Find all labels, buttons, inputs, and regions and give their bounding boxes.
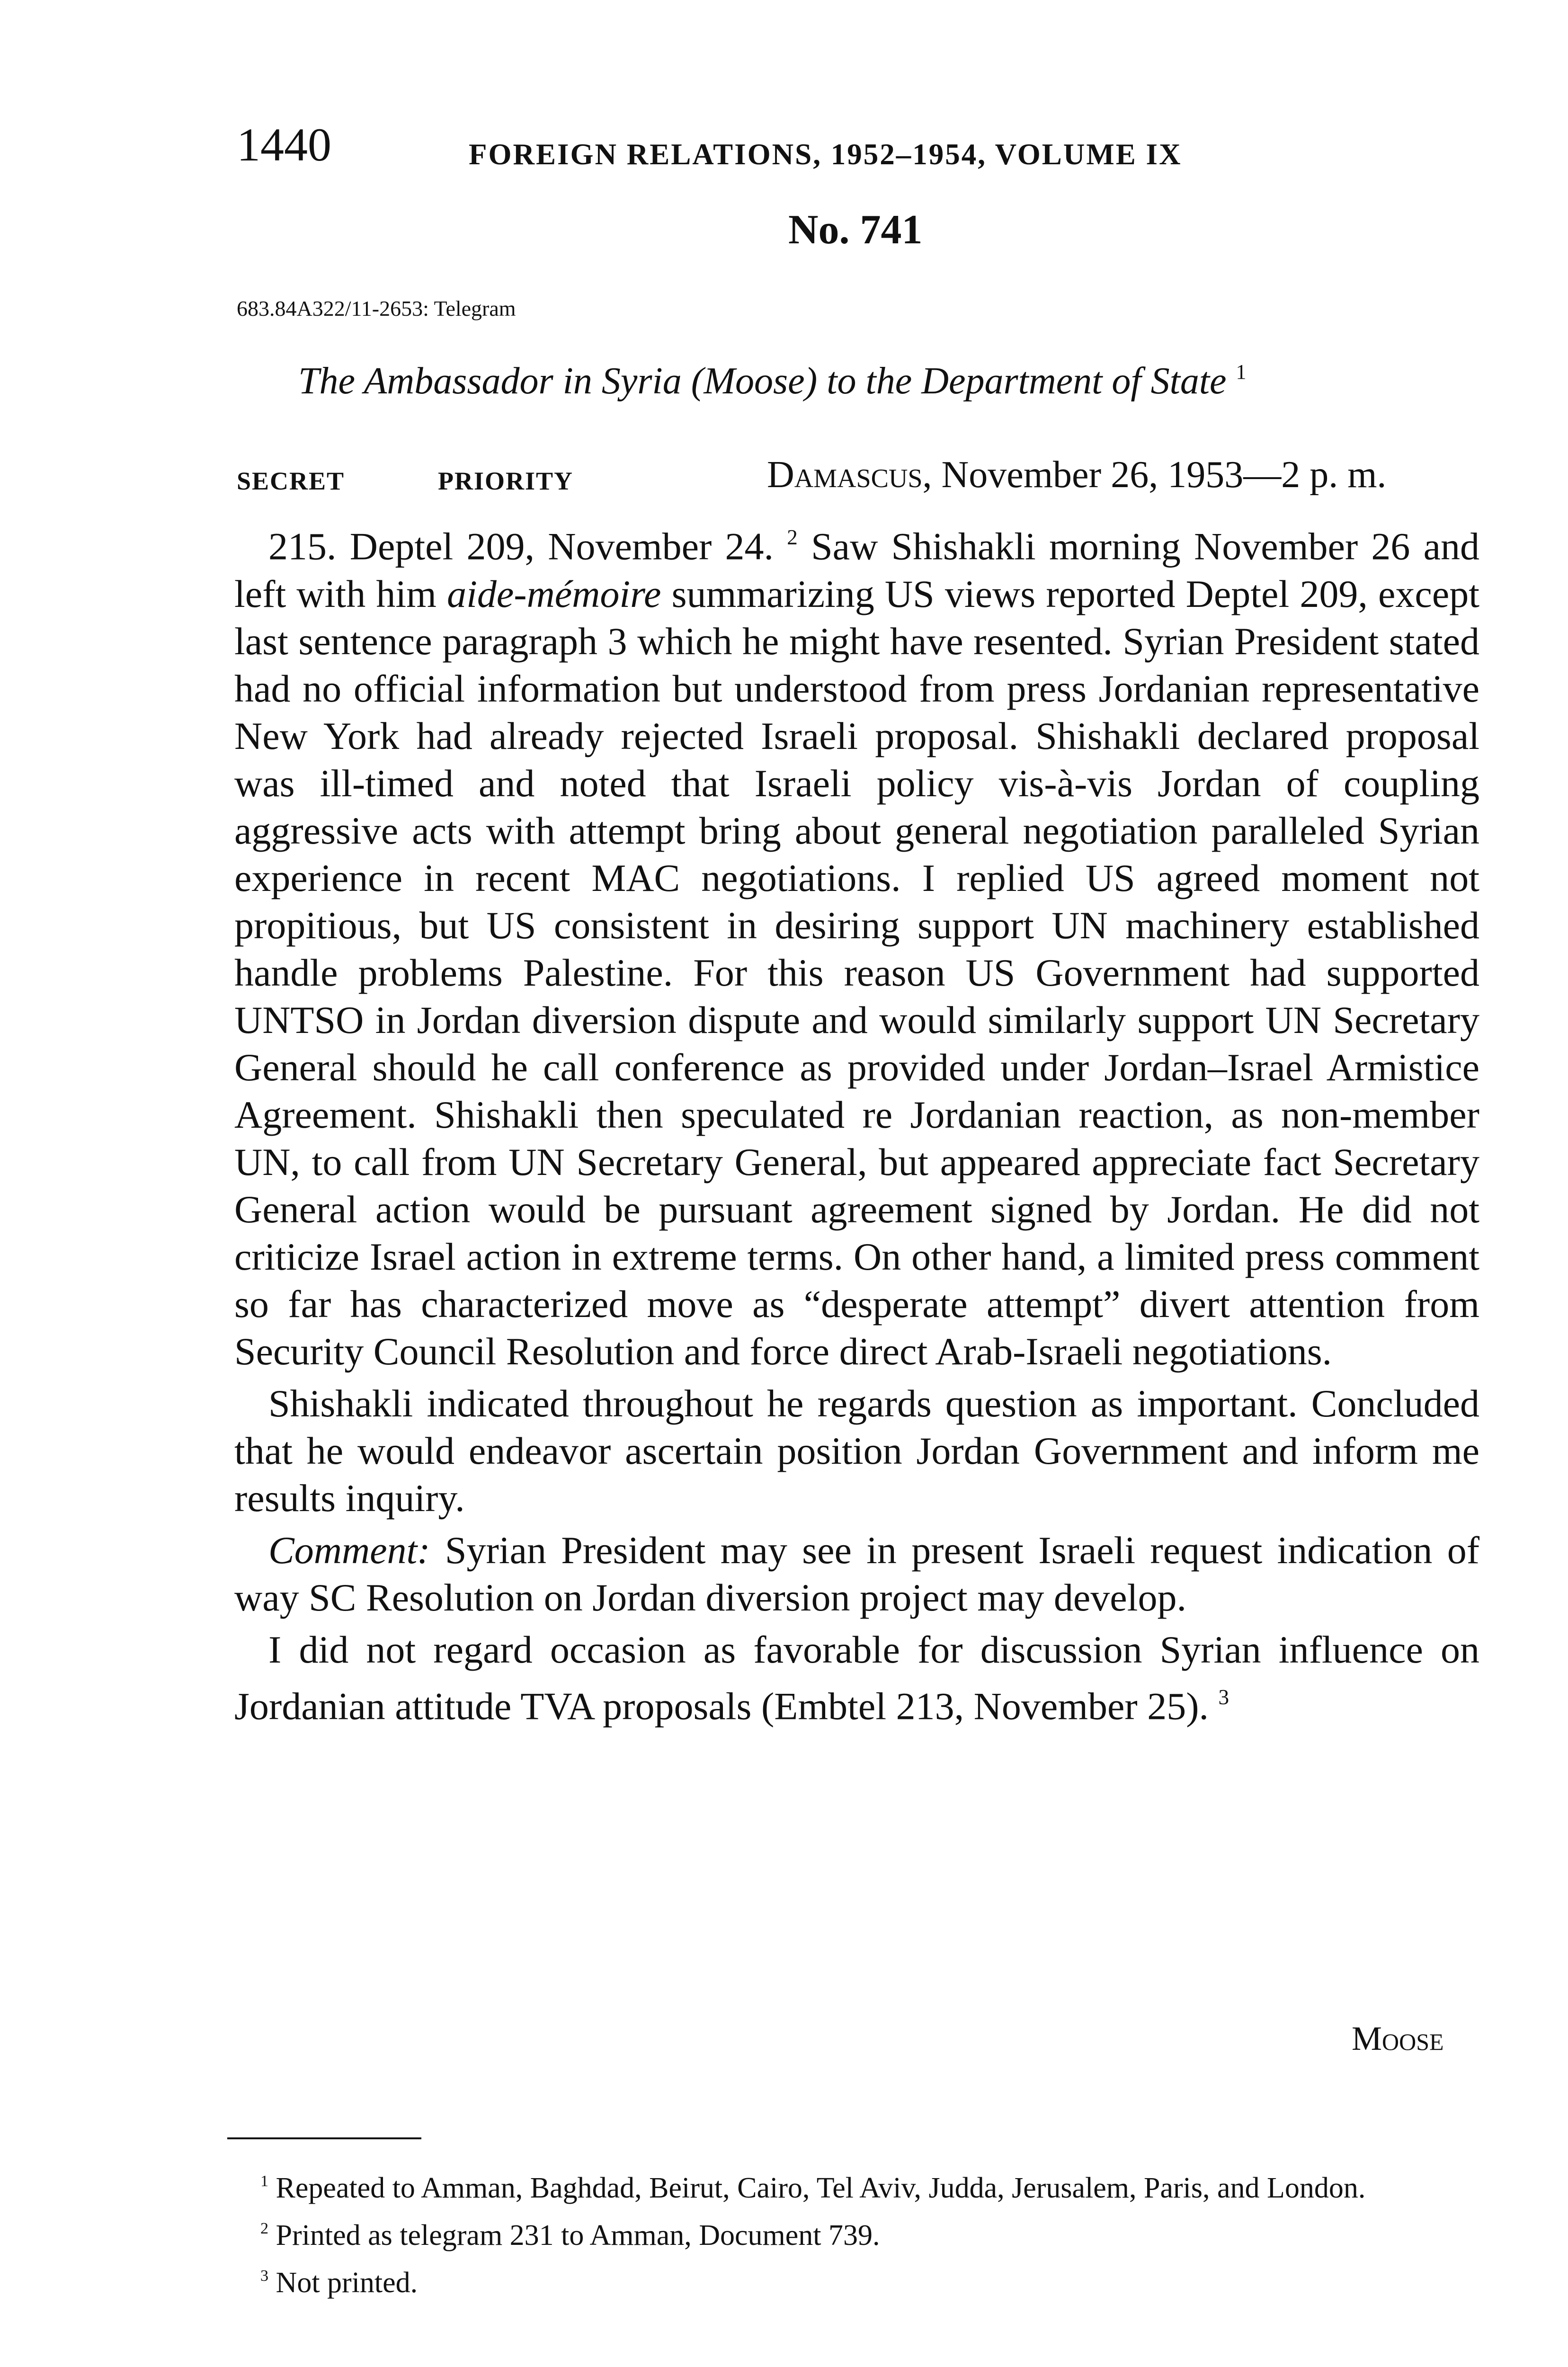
footnote-text: Not printed. [276,2266,418,2299]
paragraph-text: Saw Shishakli morning November 26 and left with him [234,525,1480,615]
footnote-mark: 1 [260,2172,269,2190]
body-paragraph-2: Shishakli indicated throughout he regards question as important. Concluded that he would endeavor ascertain position Jordan Government and inform me results inquiry. [234,1381,1479,1520]
document-title [298,360,1247,403]
italic-term: aide-mémoire [447,572,661,615]
footnote-divider [227,2137,421,2139]
footnote-ref-3: 3 [1218,1685,1229,1709]
document-number: No. 741 [788,207,923,253]
footnote-1 [227,2161,1477,2208]
document-title-text: The Ambassador in Syria (Moose) to the Department of State [298,360,1227,402]
file-reference: 683.84A322/11-2653: Telegram [237,296,516,320]
footnote-text: Printed as telegram 231 to Amman, Document 739. [276,2219,880,2251]
signature-name: Moose [1352,2020,1444,2057]
comment-label: Comment: [268,1528,430,1572]
priority-label: PRIORITY [438,467,574,495]
paragraph-text: 215. Deptel 209, November 24. [268,525,774,568]
paragraph-text: summarizing US views reported Deptel 209, except last sentence paragraph 3 which he might have resented. Syrian President stated had no official information but understood from press Jordanian representative New York had already rejected Israeli proposal. Shishakli declared proposal was ill-timed and noted that Israeli policy vis-à-vis Jordan of coupling aggressive acts with attempt bring about general negotiation paralleled Syrian experience in recent MAC negotiations. I replied US agreed moment not propitious, but US consistent in desiring support UN machinery established handle problems Palestine. For this reason US Government had supported UNTSO in Jordan diversion dispute and would similarly support UN Secretary General should he call conference as provided under Jordan–Israel Armistice Agreement. Shishakli then speculated re Jordanian reaction, as non-member UN, to call from UN Secretary General, but appeared appreciate fact Secretary General action would be pursuant agreement signed by Jordan. He did not criticize Israel action in extreme terms. On other hand, a limited press comment so far has characterized move as “desperate attempt” divert attention from Security Council Resolution and force direct Arab-Israeli negotiations. [234,572,1480,1373]
footnote-ref-2: 2 [787,525,798,549]
signature [1352,2019,1444,2058]
footnote-ref-1: 1 [1236,360,1247,384]
footnote-3 [227,2256,1477,2303]
dateline-place: Damascus, [767,454,932,496]
paragraph-text: I did not regard occasion as favorable for discussion Syrian influence on Jordanian attitude TVA proposals (Embtel 213, November 25). [234,1628,1479,1728]
footnote-text: Repeated to Amman, Baghdad, Beirut, Cairo, Tel Aviv, Judda, Jerusalem, Paris, and London. [276,2171,1366,2204]
page-number: 1440 [237,118,331,171]
classification-label: SECRET [237,467,345,495]
running-title: FOREIGN RELATIONS, 1952–1954, VOLUME IX [469,138,1182,171]
dateline-date: November 26, 1953—2 p. m. [941,454,1387,496]
dateline [767,454,1386,497]
footnote-mark: 2 [260,2219,269,2237]
footnotes [227,2161,1477,2303]
body-paragraph-4 [234,1626,1479,1730]
paragraph-text: Syrian President may see in present Israeli request indication of way SC Resolution on Jordan diversion project may develop. [234,1528,1479,1619]
footnote-mark: 3 [260,2267,269,2285]
body-paragraph-1 [234,514,1479,1375]
footnote-2 [227,2208,1477,2256]
telegram-body [234,514,1479,1730]
body-paragraph-3 [234,1527,1479,1621]
